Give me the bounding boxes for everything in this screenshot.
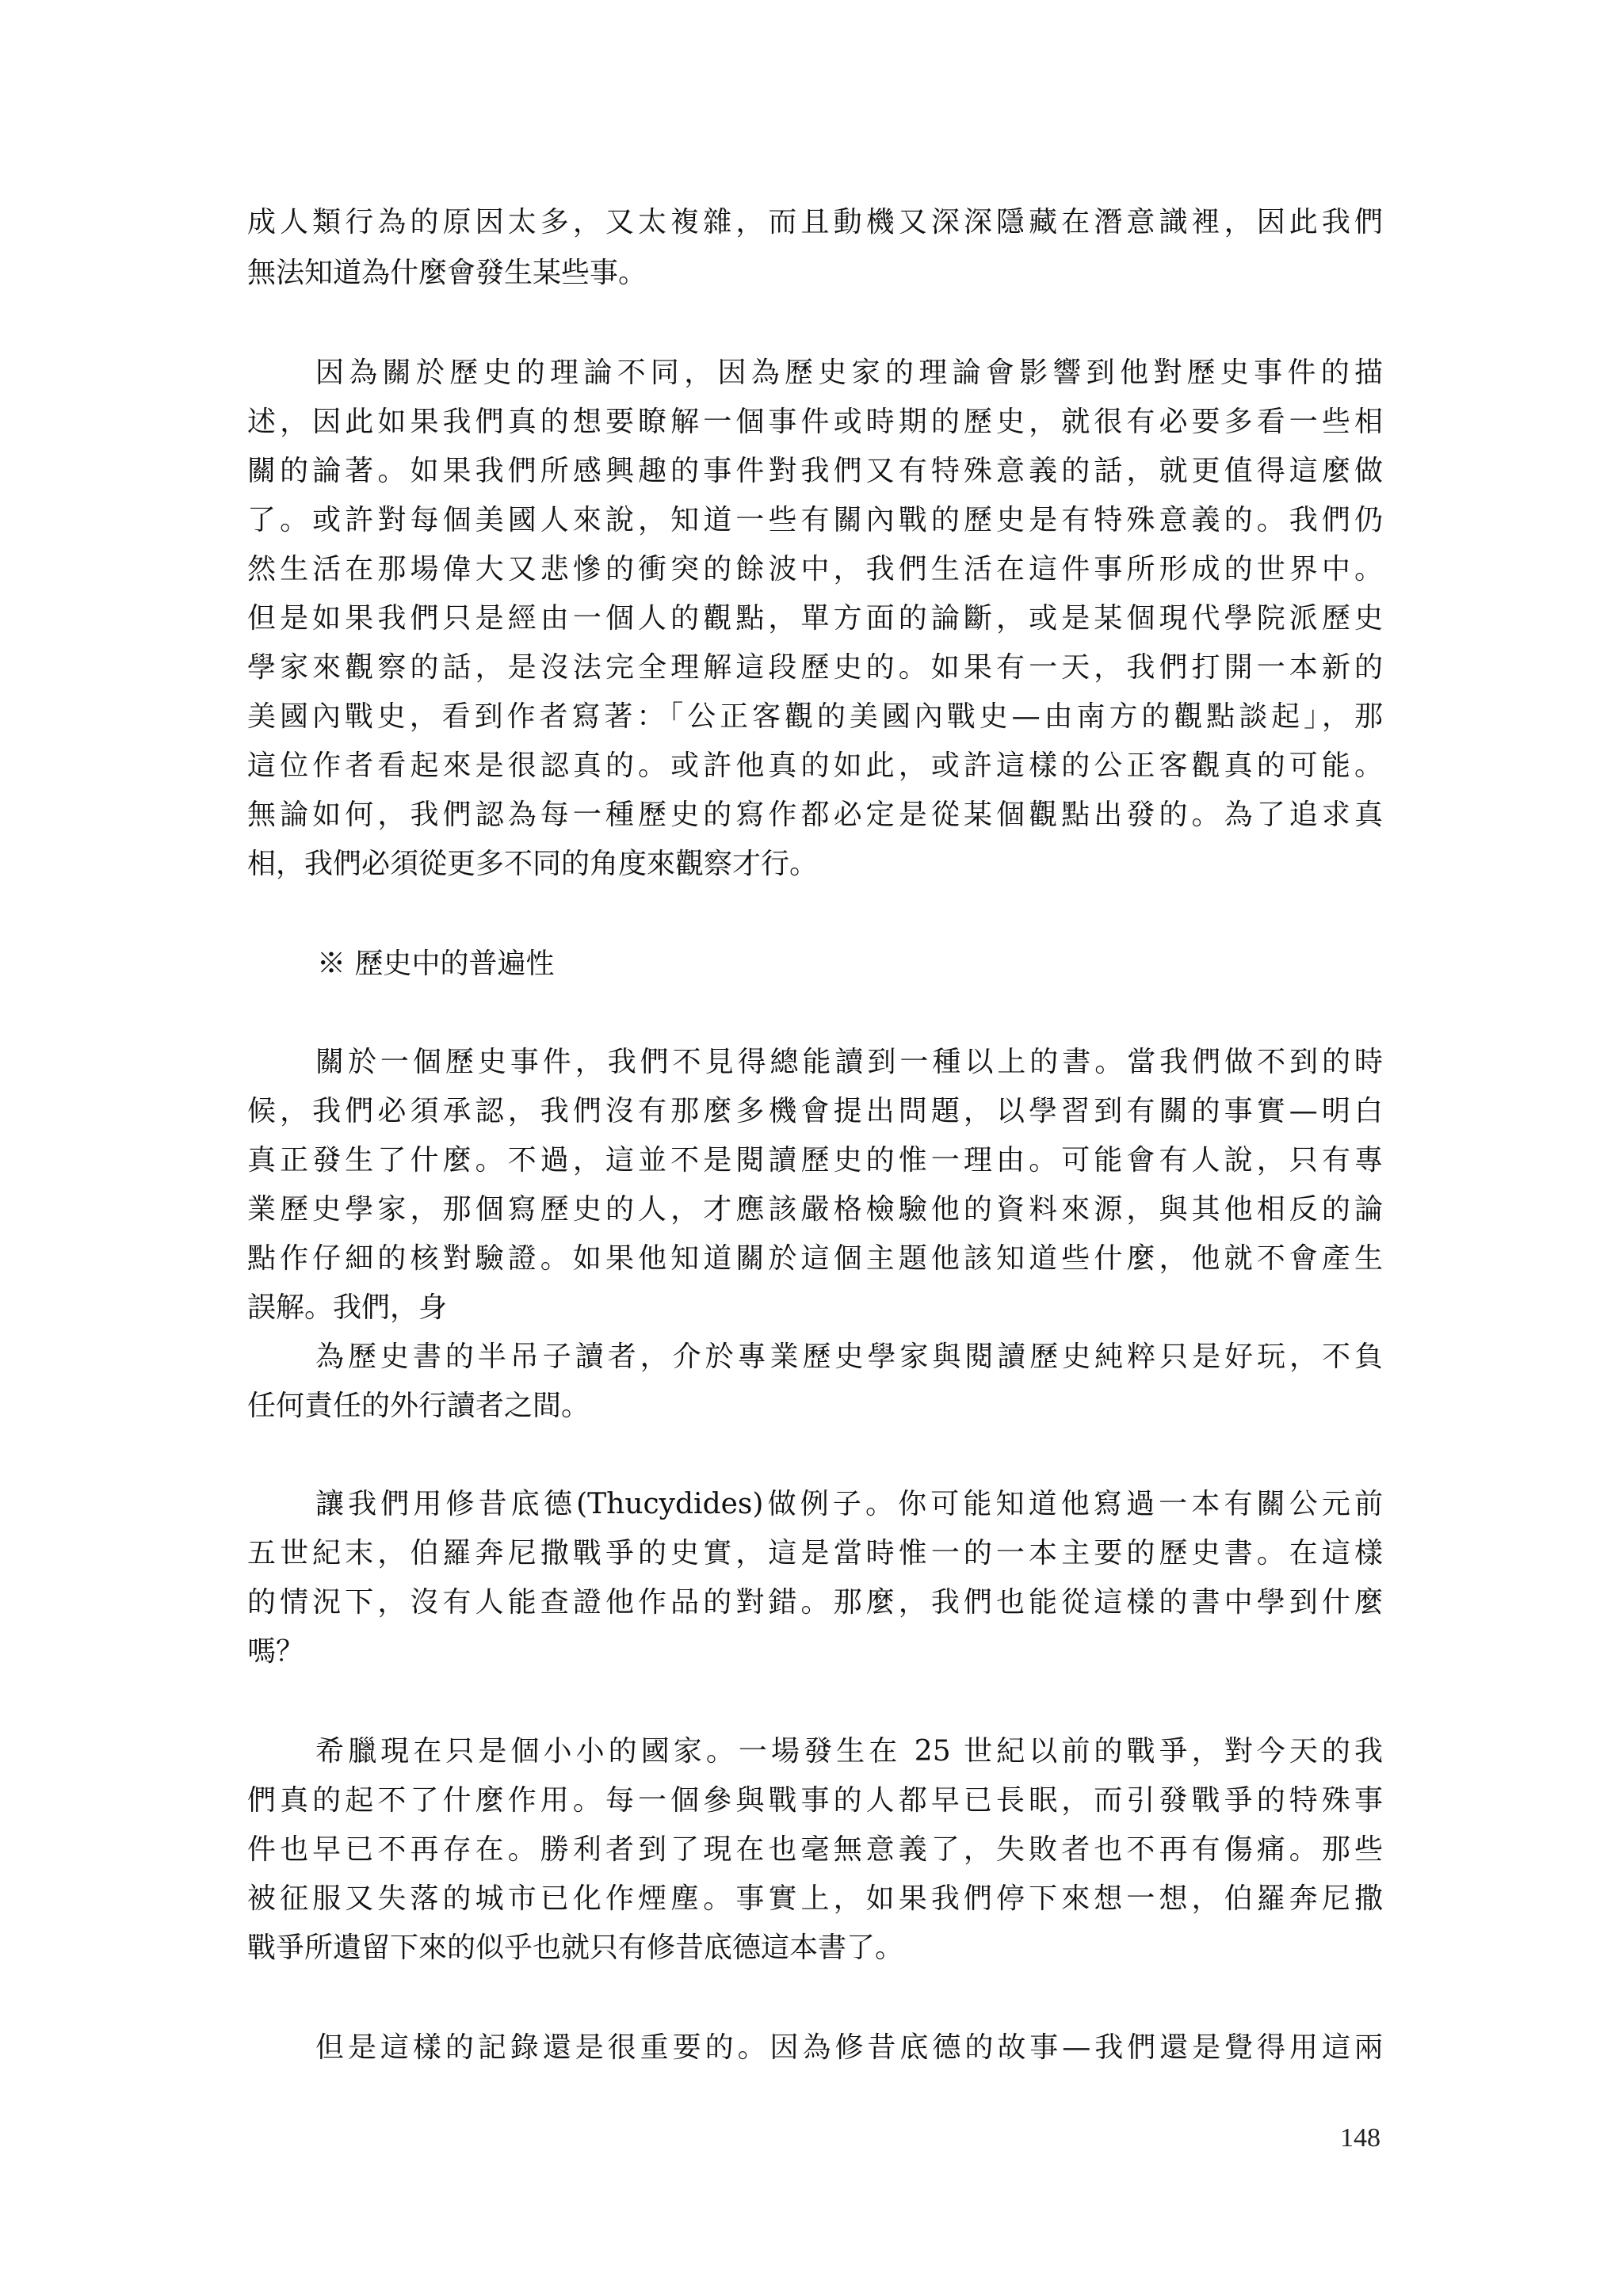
p5-line-3: 的情況下，沒有人能查證他作品的對錯。那麼，我們也能從這樣的書中學到什麼 — [247, 1586, 1383, 1619]
p1-line-1: 成人類行為的原因太多，又太複雜，而且動機又深深隱藏在潛意識裡，因此我們 — [247, 206, 1383, 238]
p1-line-2: 無法知道為什麼會發生某些事。 — [247, 257, 647, 289]
p2-line-3: 關的論著。如果我們所感興趣的事件對我們又有特殊意義的話，就更值得這麼做 — [247, 455, 1383, 487]
p6-line-3: 件也早已不再存在。勝利者到了現在也毫無意義了，失敗者也不再有傷痛。那些 — [247, 1833, 1383, 1866]
p6-line-5: 戰爭所遺留下來的似乎也就只有修昔底德這本書了。 — [247, 1932, 904, 1964]
p3-line-6: 誤解。我們，身 — [247, 1291, 448, 1324]
p2-line-6: 但是如果我們只是經由一個人的觀點，單方面的論斷，或是某個現代學院派歷史 — [247, 602, 1383, 635]
p5-line-4: 嗎？ — [247, 1635, 305, 1668]
p2-line-9: 這位作者看起來是很認真的。或許他真的如此，或許這樣的公正客觀真的可能。 — [247, 749, 1383, 782]
p3-line-2: 候，我們必須承認，我們沒有那麼多機會提出問題，以學習到有關的事實—明白 — [247, 1095, 1383, 1127]
p6-line-1: 希臘現在只是個小小的國家。一場發生在 25 世紀以前的戰爭，對今天的我 — [315, 1735, 1383, 1768]
p2-line-4: 了。或許對每個美國人來說，知道一些有關內戰的歷史是有特殊意義的。我們仍 — [247, 504, 1383, 536]
p5-line-2: 五世紀末，伯羅奔尼撒戰爭的史實，這是當時惟一的一本主要的歷史書。在這樣 — [247, 1537, 1383, 1569]
p5-line-1: 讓我們用修昔底德(Thucydides)做例子。你可能知道他寫過一本有關公元前 — [315, 1488, 1383, 1520]
p2-line-1: 因為關於歷史的理論不同，因為歷史家的理論會影響到他對歷史事件的描 — [315, 357, 1383, 389]
p4-line-1: 為歷史書的半吊子讀者，介於專業歷史學家與閱讀歷史純粹只是好玩，不負 — [315, 1341, 1383, 1373]
p2-line-10: 無論如何，我們認為每一種歷史的寫作都必定是從某個觀點出發的。為了追求真 — [247, 799, 1383, 831]
p3-line-3: 真正發生了什麼。不過，這並不是閱讀歷史的惟一理由。可能會有人說，只有專 — [247, 1144, 1383, 1177]
p6-line-2: 們真的起不了什麼作用。每一個參與戰事的人都早已長眠，而引發戰爭的特殊事 — [247, 1784, 1383, 1817]
page-number: 148 — [1340, 2123, 1381, 2153]
p3-line-5: 點作仔細的核對驗證。如果他知道關於這個主題他該知道些什麼，他就不會產生 — [247, 1242, 1383, 1275]
p2-line-8: 美國內戰史，看到作者寫著：「公正客觀的美國內戰史—由南方的觀點談起」，那 — [247, 700, 1383, 733]
p3-line-4: 業歷史學家，那個寫歷史的人，才應該嚴格檢驗他的資料來源，與其他相反的論 — [247, 1193, 1383, 1226]
p3-line-1: 關於一個歷史事件，我們不見得總能讀到一種以上的書。當我們做不到的時 — [315, 1046, 1383, 1078]
section-heading: ※ 歷史中的普遍性 — [317, 948, 555, 980]
p6-line-4: 被征服又失落的城市已化作煙塵。事實上，如果我們停下來想一想，伯羅奔尼撒 — [247, 1882, 1383, 1915]
p2-line-11: 相，我們必須從更多不同的角度來觀察才行。 — [247, 848, 819, 880]
p4-line-2: 任何責任的外行讀者之間。 — [247, 1390, 590, 1422]
p2-line-2: 述，因此如果我們真的想要瞭解一個事件或時期的歷史，就很有必要多看一些相 — [247, 406, 1383, 438]
p2-line-7: 學家來觀察的話，是沒法完全理解這段歷史的。如果有一天，我們打開一本新的 — [247, 651, 1383, 684]
p7-line-1: 但是這樣的記錄還是很重要的。因為修昔底德的故事—我們還是覺得用這兩 — [315, 2031, 1383, 2064]
p2-line-5: 然生活在那場偉大又悲慘的衝突的餘波中，我們生活在這件事所形成的世界中。 — [247, 553, 1383, 585]
